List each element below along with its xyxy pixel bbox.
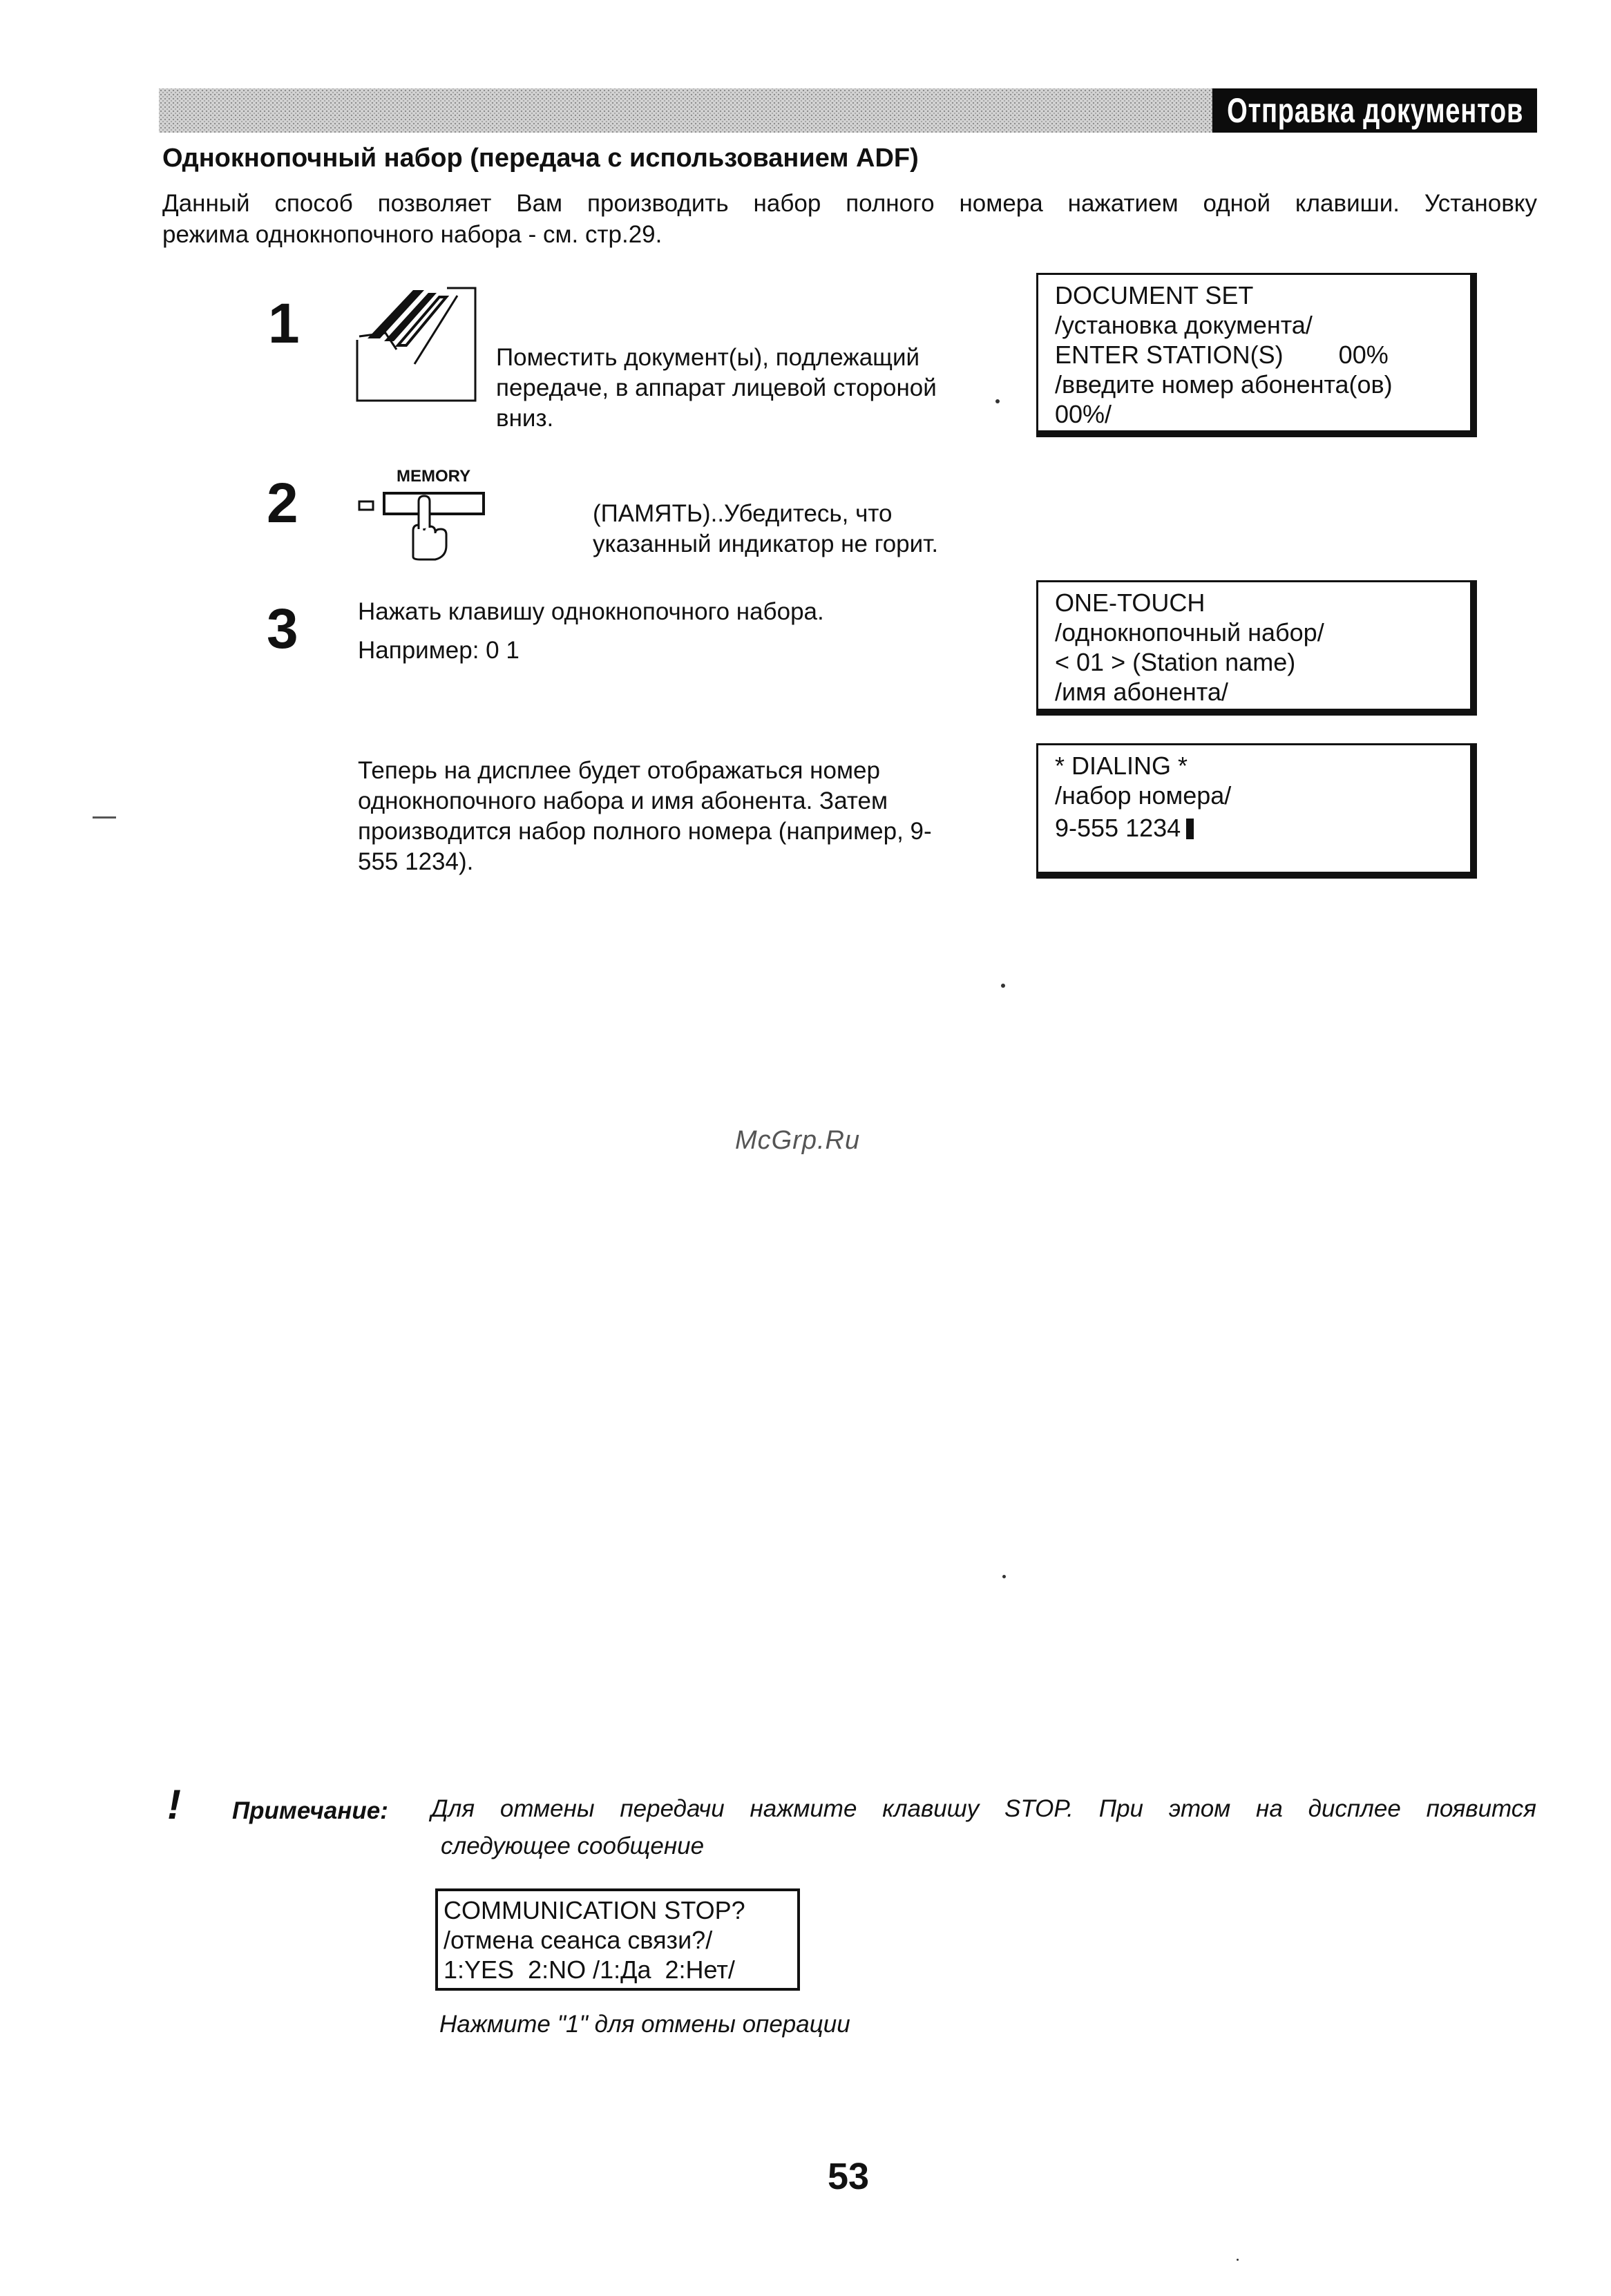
memory-key-label: MEMORY [397, 467, 471, 486]
intro-line: Данный способ позволяет Вам производить набор полного номера нажатием одной клавиши. Установку [162, 190, 1537, 217]
dialing-number: 9-555 1234 [1055, 814, 1181, 842]
section-title: Однокнопочный набор (передача с использованием ADF) [162, 144, 919, 173]
dialing-explanation: Теперь на дисплее будет отображаться номер однокнопочного набора и имя абонента. Затем производится набор полного номера (например, 9- 555 1234). [358, 757, 932, 875]
lcd-dialing: * DIALING * /набор номера/ 9-555 1234 [1036, 743, 1477, 879]
cursor-block-icon [1186, 819, 1194, 839]
step-number-3: 3 [267, 597, 298, 660]
step-number-2: 2 [267, 472, 298, 535]
header-band [159, 88, 1537, 133]
watermark: McGrp.Ru [735, 1126, 861, 1155]
lcd-document-set: DOCUMENT SET /установка документа/ ENTER STATION(S) 00% /введите номер абонента(ов) 00%/ [1036, 273, 1477, 437]
intro-line: режима однокнопочного набора - см. стр.29. [162, 221, 662, 248]
speck [1002, 1575, 1006, 1578]
lcd-communication-stop: COMMUNICATION STOP? /отмена сеанса связи?/ 1:YES 2:NO /1:Да 2:Нет/ [435, 1888, 800, 1991]
step-3-text: Нажать клавишу однокнопочного набора. Например: 0 1 [358, 598, 824, 664]
note-after-text: Нажмите "1" для отмены операции [439, 2011, 850, 2038]
speck [995, 399, 1000, 403]
margin-dash [93, 816, 116, 819]
header-title: Отправка документов [1212, 88, 1537, 133]
note-exclamation-icon: ! [167, 1781, 181, 1828]
memory-key-icon [354, 467, 492, 564]
step-2-text: (ПАМЯТЬ)..Убедитесь, что указанный индикатор не горит. [593, 500, 939, 557]
document-insert-icon [354, 285, 478, 402]
note-label: Примечание: [232, 1797, 388, 1824]
speck [1237, 2259, 1239, 2261]
lcd-one-touch: ONE-TOUCH /однокнопочный набор/ < 01 > (Station name) /имя абонента/ [1036, 580, 1477, 716]
step-1-text: Поместить документ(ы), подлежащий передаче, в аппарат лицевой стороной вниз. [496, 344, 937, 432]
step-number-1: 1 [268, 292, 300, 355]
page-number: 53 [828, 2156, 870, 2197]
note-text: Для отмены передачи нажмите клавишу STOP. При этом на дисплее появится следующее сообщение [431, 1795, 1536, 1859]
intro-paragraph [162, 188, 1537, 250]
speck [1001, 984, 1005, 988]
